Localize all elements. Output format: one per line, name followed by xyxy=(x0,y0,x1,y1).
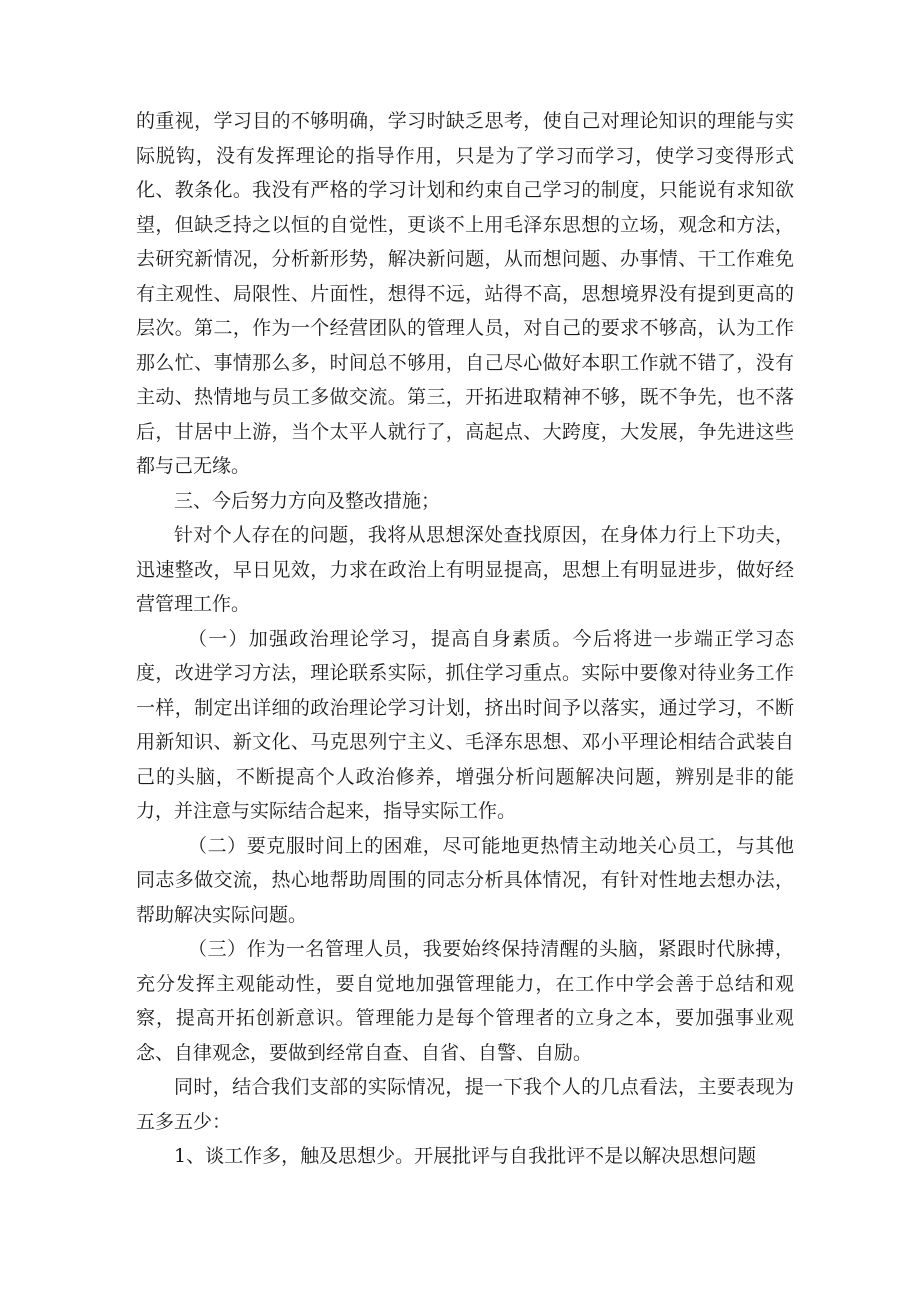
paragraph-intro: 针对个人存在的问题，我将从思想深处查找原因，在身体力行上下功夫，迅速整改，早日见效，力求在政治上有明显提高，思想上有明显进步，做好经营管理工作。 xyxy=(136,524,794,615)
paragraph-measure-2: （二）要克服时间上的困难，尽可能地更热情主动地关心员工，与其他同志多做交流，热心地帮助周围的同志分析具体情况，有针对性地去想办法，帮助解决实际问题。 xyxy=(136,834,794,926)
paragraph-measure-1: （一）加强政治理论学习，提高自身素质。今后将进一步端正学习态度，改进学习方法，理论联系实际，抓住学习重点。实际中要像对待业务工作一样，制定出详细的政治理论学习计划，挤出时间予以落实，通过学习，不断用新知识、新文化、马克思列宁主义、毛泽东思想、邓小平理论相结合武装自己的头脑，不断提高个人政治修养，增强分析问题解决问题，辨别是非的能力，并注意与实际结合起来，指导实际工作。 xyxy=(136,627,794,822)
paragraph-point-1: 1、谈工作多，触及思想少。开展批评与自我批评不是以解决思想问题 xyxy=(174,1145,757,1167)
paragraph-continuation: 的重视，学习目的不够明确，学习时缺乏思考，使自己对理论知识的理能与实际脱钩，没有发挥理论的指导作用，只是为了学习而学习，使学习变得形式化、教条化。我没有严格的学习计划和约束自己学习的制度，只能说有求知欲望，但缺乏持之以恒的自觉性，更谈不上用毛泽东思想的立场，观念和方法，去研究新情况，分析新形势，解决新问题，从而想问题、办事情、干工作难免有主观性、局限性、片面性，想得不远，站得不高，思想境界没有提到更高的层次。第二，作为一个经营团队的管理人员，对自己的要求不够高，认为工作那么忙、事情那么多，时间总不够用，自己尽心做好本职工作就不错了，没有主动、热情地与员工多做交流。第三，开拓进取精神不够，既不争先，也不落后，甘居中上游，当个太平人就行了，高起点、大跨度，大发展，争先进这些都与己无缘。 xyxy=(136,110,794,477)
paragraph-opinion: 同时，结合我们支部的实际情况，提一下我个人的几点看法，主要表现为五多五少： xyxy=(136,1076,794,1133)
paragraph-measure-3: （三）作为一名管理人员，我要始终保持清醒的头脑，紧跟时代脉搏，充分发挥主观能动性，要自觉地加强管理能力，在工作中学会善于总结和观察，提高开拓创新意识。管理能力是每个管理者的立身之本，要加强事业观念、自律观念，要做到经常自查、自省、自警、自励。 xyxy=(136,938,794,1064)
section-heading: 三、今后努力方向及整改措施； xyxy=(174,489,441,512)
document-body xyxy=(136,104,794,1174)
